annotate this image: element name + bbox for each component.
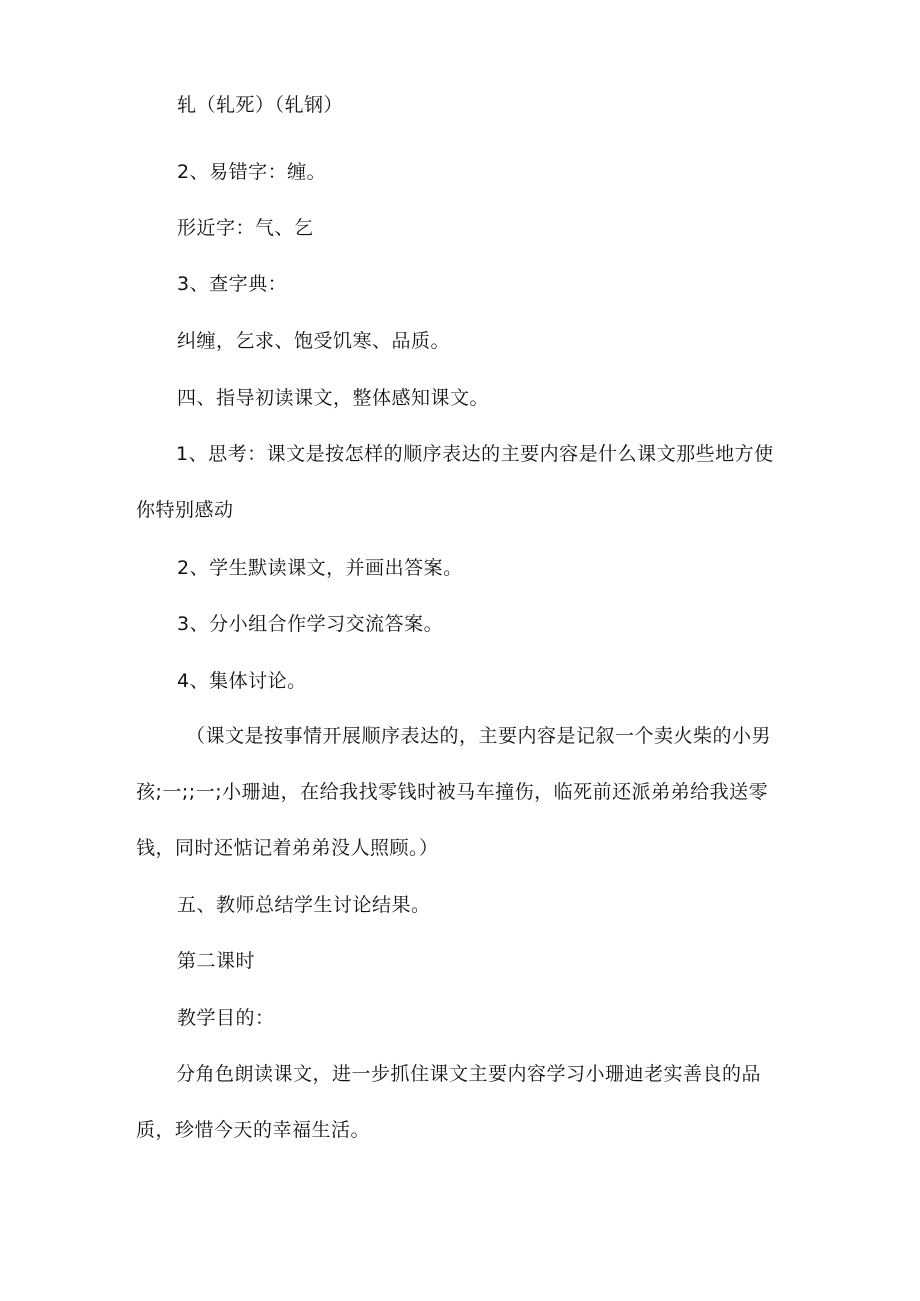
lesson-title: 第二课时	[177, 950, 256, 972]
section-heading-5: 五、教师总结学生讨论结果。	[177, 894, 431, 916]
text-line-1: 轧（轧死）（轧钢）	[177, 94, 344, 116]
section-heading-4: 四、指导初读课文，整体感知课文。	[177, 387, 490, 409]
paragraph-objective: 分角色朗读课文，进一步抓住课文主要内容学习小珊迪老实善良的品质，珍惜今天的幸福生活。	[136, 1063, 762, 1141]
text-line-5: 纠缠，乞求、饱受饥寒、品质。	[177, 330, 451, 352]
objective-heading: 教学目的：	[177, 1007, 275, 1029]
text-line-3: 形近字：气、乞	[177, 217, 314, 239]
text-line-4: 3、查字典：	[177, 273, 288, 295]
text-line-8: 2、学生默读课文，并画出答案。	[177, 557, 463, 579]
paragraph-think: 1、思考：课文是按怎样的顺序表达的主要内容是什么课文那些地方使你特别感动	[136, 443, 774, 521]
text-line-10: 4、集体讨论。	[177, 670, 307, 692]
text-line-2: 2、易错字：缠。	[177, 161, 327, 183]
paragraph-summary: （课文是按事情开展顺序表达的，主要内容是记叙一个卖火柴的小男孩;一;;一;小珊迪，在给我找零钱时被马车撞伤，临死前还派弟弟给我送零钱，同时还惦记着弟弟没人照顾。）	[136, 725, 772, 859]
text-line-9: 3、分小组合作学习交流答案。	[177, 613, 444, 635]
